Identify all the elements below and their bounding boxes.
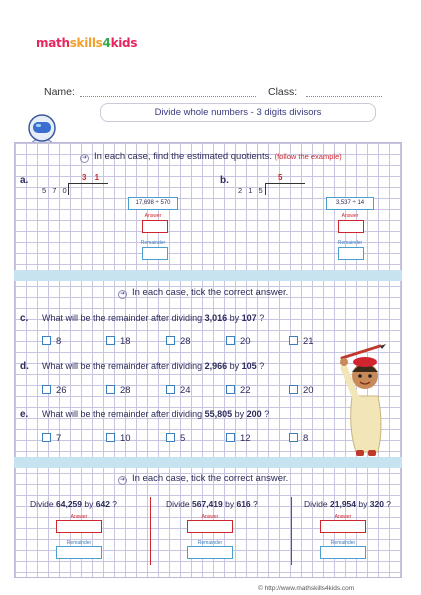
answer-box-f2[interactable] [187,520,233,533]
arrow-icon: ➜ [119,477,126,483]
answer-box-f1[interactable] [56,520,102,533]
option-e-1[interactable]: 7 [42,433,61,445]
question-text-e: What will be the remainder after dividing 55,805 by 200 ? [42,409,270,419]
example-note: (follow the example) [274,152,342,161]
column-separator [150,497,151,565]
option-c-5[interactable]: 21 [289,336,314,348]
quotient-b: 5 [278,173,283,182]
divide-question-3: Divide 21,954 by 320 ? [304,499,392,509]
remainder-label-b: Remainder [337,240,363,246]
calc-box-b: 3,537 ÷ 14 [326,197,374,210]
answer-label-f1: Answer [70,514,88,520]
footer-copyright: © http://www.mathskills4kids.com [258,585,355,592]
dividend-digits-a: 5 7 0 [42,186,69,195]
question-text-d: What will be the remainder after dividing 2,966 by 105 ? [42,361,265,371]
remainder-label-f1: Remainder [66,540,92,546]
remainder-box-a[interactable] [142,247,168,260]
answer-box-f3[interactable] [320,520,366,533]
remainder-box-f3[interactable] [320,546,366,559]
division-bar-a [68,183,108,184]
question-label-d: d. [20,361,29,372]
option-c-1[interactable]: 8 [42,336,61,348]
checkbox[interactable] [226,385,235,394]
checkbox[interactable] [289,433,298,442]
remainder-box-b[interactable] [338,247,364,260]
remainder-label-a: Remainder [140,240,166,246]
answer-label-b: Answer [341,213,359,219]
boy-with-pencil-illustration [334,338,396,460]
logo: mathskills4kids [36,36,138,50]
answer-label-f3: Answer [334,514,352,520]
question-text-c: What will be the remainder after dividing 3,016 by 107 ? [42,313,265,323]
answer-box-b[interactable] [338,220,364,233]
dividend-digits-b: 2 1 5 [238,186,265,195]
checkbox[interactable] [166,433,175,442]
answer-label-a: Answer [144,213,162,219]
option-c-4[interactable]: 20 [226,336,251,348]
section2-instruction: ➜ In each case, tick the correct answer. [119,287,289,298]
checkbox[interactable] [226,336,235,345]
checkbox[interactable] [166,336,175,345]
divide-question-2: Divide 567,419 by 616 ? [166,499,258,509]
answer-box-a[interactable] [142,220,168,233]
checkbox[interactable] [106,385,115,394]
section3-instruction: ➜ In each case, tick the correct answer. [119,473,289,484]
calc-box-a: 17,698 ÷ 570 [128,197,178,210]
arrow-icon: ➜ [81,155,88,161]
checkbox[interactable] [166,385,175,394]
question-label-c: c. [20,313,29,324]
option-e-3[interactable]: 5 [166,433,185,445]
section1-instruction: ➜ In each case, find the estimated quotients. (follow the example) [81,151,342,162]
remainder-label-f2: Remainder [197,540,223,546]
checkbox[interactable] [106,433,115,442]
question-label-a: a. [20,175,29,186]
section-divider [14,270,402,281]
checkbox[interactable] [106,336,115,345]
option-c-2[interactable]: 18 [106,336,131,348]
division-bracket-b [265,183,266,195]
answer-label-f2: Answer [201,514,219,520]
remainder-label-f3: Remainder [330,540,356,546]
question-label-e: e. [20,409,29,420]
option-e-2[interactable]: 10 [106,433,131,445]
option-c-3[interactable]: 28 [166,336,191,348]
option-d-4[interactable]: 22 [226,385,251,397]
class-field[interactable] [306,96,382,97]
quotient-a: 3 1 [82,173,103,182]
option-d-1[interactable]: 26 [42,385,67,397]
checkbox[interactable] [289,336,298,345]
divide-question-1: Divide 64,259 by 642 ? [30,499,118,509]
checkbox[interactable] [42,433,51,442]
column-separator [291,497,292,565]
option-e-4[interactable]: 12 [226,433,251,445]
page-title: Divide whole numbers - 3 digits divisors [100,103,376,122]
option-d-2[interactable]: 28 [106,385,131,397]
checkbox[interactable] [42,336,51,345]
checkbox[interactable] [226,433,235,442]
arrow-icon: ➜ [119,291,126,297]
name-field[interactable] [80,96,256,97]
section-divider [14,457,402,468]
question-label-b: b. [220,175,229,186]
class-label: Class: [268,86,298,98]
option-d-3[interactable]: 24 [166,385,191,397]
name-label: Name: [44,86,75,98]
option-d-5[interactable]: 20 [289,385,314,397]
checkbox[interactable] [42,385,51,394]
remainder-box-f1[interactable] [56,546,102,559]
remainder-box-f2[interactable] [187,546,233,559]
division-bar-b [265,183,305,184]
option-e-5[interactable]: 8 [289,433,308,445]
checkbox[interactable] [289,385,298,394]
